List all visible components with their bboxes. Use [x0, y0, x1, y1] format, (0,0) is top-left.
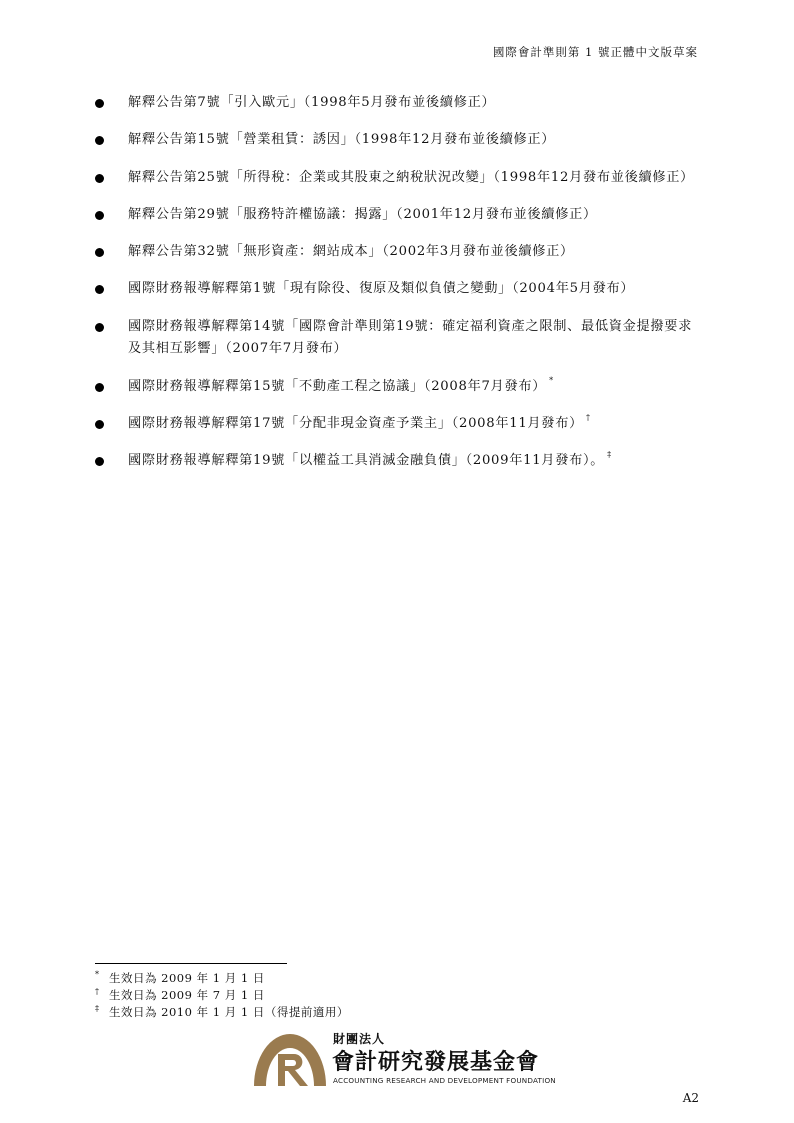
footnote-mark: †: [95, 987, 100, 996]
bullet-icon: [95, 136, 104, 145]
footnote-mark: *: [95, 970, 100, 979]
list-item: [95, 316, 705, 361]
list-item: [95, 278, 705, 301]
footnote-text: 生效日為 2009 年 1 月 1 日: [109, 971, 265, 985]
page-number: A2: [682, 1091, 699, 1105]
footnote-divider: [95, 963, 287, 964]
footnote: [95, 970, 349, 987]
footnote: [95, 1004, 349, 1021]
bullet-icon: [95, 248, 104, 257]
bullet-icon: [95, 457, 104, 466]
bullet-icon: [95, 420, 104, 429]
footnote-text: 生效日為 2009 年 7 月 1 日: [109, 988, 265, 1002]
footnote-reference[interactable]: †: [585, 412, 591, 422]
list-item: [95, 413, 705, 436]
logo-small-text: 財團法人: [333, 1032, 386, 1046]
list-item-text: 國際財務報導解釋第17號「分配非現金資產予業主」（2008年11月發布）: [128, 415, 583, 431]
bullet-icon: [95, 383, 104, 392]
interpretations-list: [95, 92, 705, 487]
list-item: [95, 129, 705, 152]
list-item-text: 解釋公告第15號「營業租賃：誘因」（1998年12月發布並後續修正）: [128, 132, 556, 148]
list-item-text: 解釋公告第29號「服務特許權協議：揭露」（2001年12月發布並後續修正）: [128, 206, 597, 222]
page-header-title: 國際會計準則第 1 號正體中文版草案: [492, 45, 698, 59]
footnote-text: 生效日為 2010 年 1 月 1 日（得提前適用）: [109, 1005, 349, 1019]
bullet-icon: [95, 285, 104, 294]
footnote-mark: ‡: [95, 1004, 100, 1013]
list-item-text: 國際財務報導解釋第1號「現有除役、復原及類似負債之變動」（2004年5月發布）: [128, 281, 635, 297]
list-item-text: 解釋公告第32號「無形資產：網站成本」（2002年3月發布並後續修正）: [128, 244, 574, 260]
footnotes: [95, 970, 349, 1021]
list-item-text: 國際財務報導解釋第15號「不動產工程之協議」（2008年7月發布）: [128, 378, 547, 394]
footnote-reference[interactable]: ‡: [607, 450, 612, 460]
list-item: [95, 167, 705, 190]
foundation-emblem-icon: [250, 1030, 330, 1088]
list-item: [95, 92, 705, 115]
bullet-icon: [95, 99, 104, 108]
foundation-logo: [250, 1028, 556, 1090]
list-item: [95, 241, 705, 264]
list-item-text: 解釋公告第7號「引入歐元」（1998年5月發布並後續修正）: [128, 95, 496, 110]
list-item-text: 國際財務報導解釋第19號「以權益工具消滅金融負債」（2009年11月發布）。: [128, 453, 605, 469]
bullet-icon: [95, 323, 104, 332]
list-item: [95, 376, 705, 399]
logo-big-text: 會計研究發展基金會: [332, 1050, 540, 1075]
list-item: [95, 450, 705, 473]
list-item: [95, 204, 705, 227]
list-item-text: 國際財務報導解釋第14號「國際會計準則第19號：確定福利資產之限制、最低資金提撥要求及其相互影響」（2007年7月發布）: [128, 318, 693, 357]
footnote: [95, 987, 349, 1004]
list-item-text: 解釋公告第25號「所得稅：企業或其股東之納稅狀況改變」（1998年12月發布並後續修正）: [128, 169, 695, 185]
bullet-icon: [95, 174, 104, 183]
logo-english-text: ACCOUNTING RESEARCH AND DEVELOPMENT FOUNDATION: [333, 1076, 556, 1085]
footnote-reference[interactable]: *: [549, 375, 554, 385]
bullet-icon: [95, 211, 104, 220]
